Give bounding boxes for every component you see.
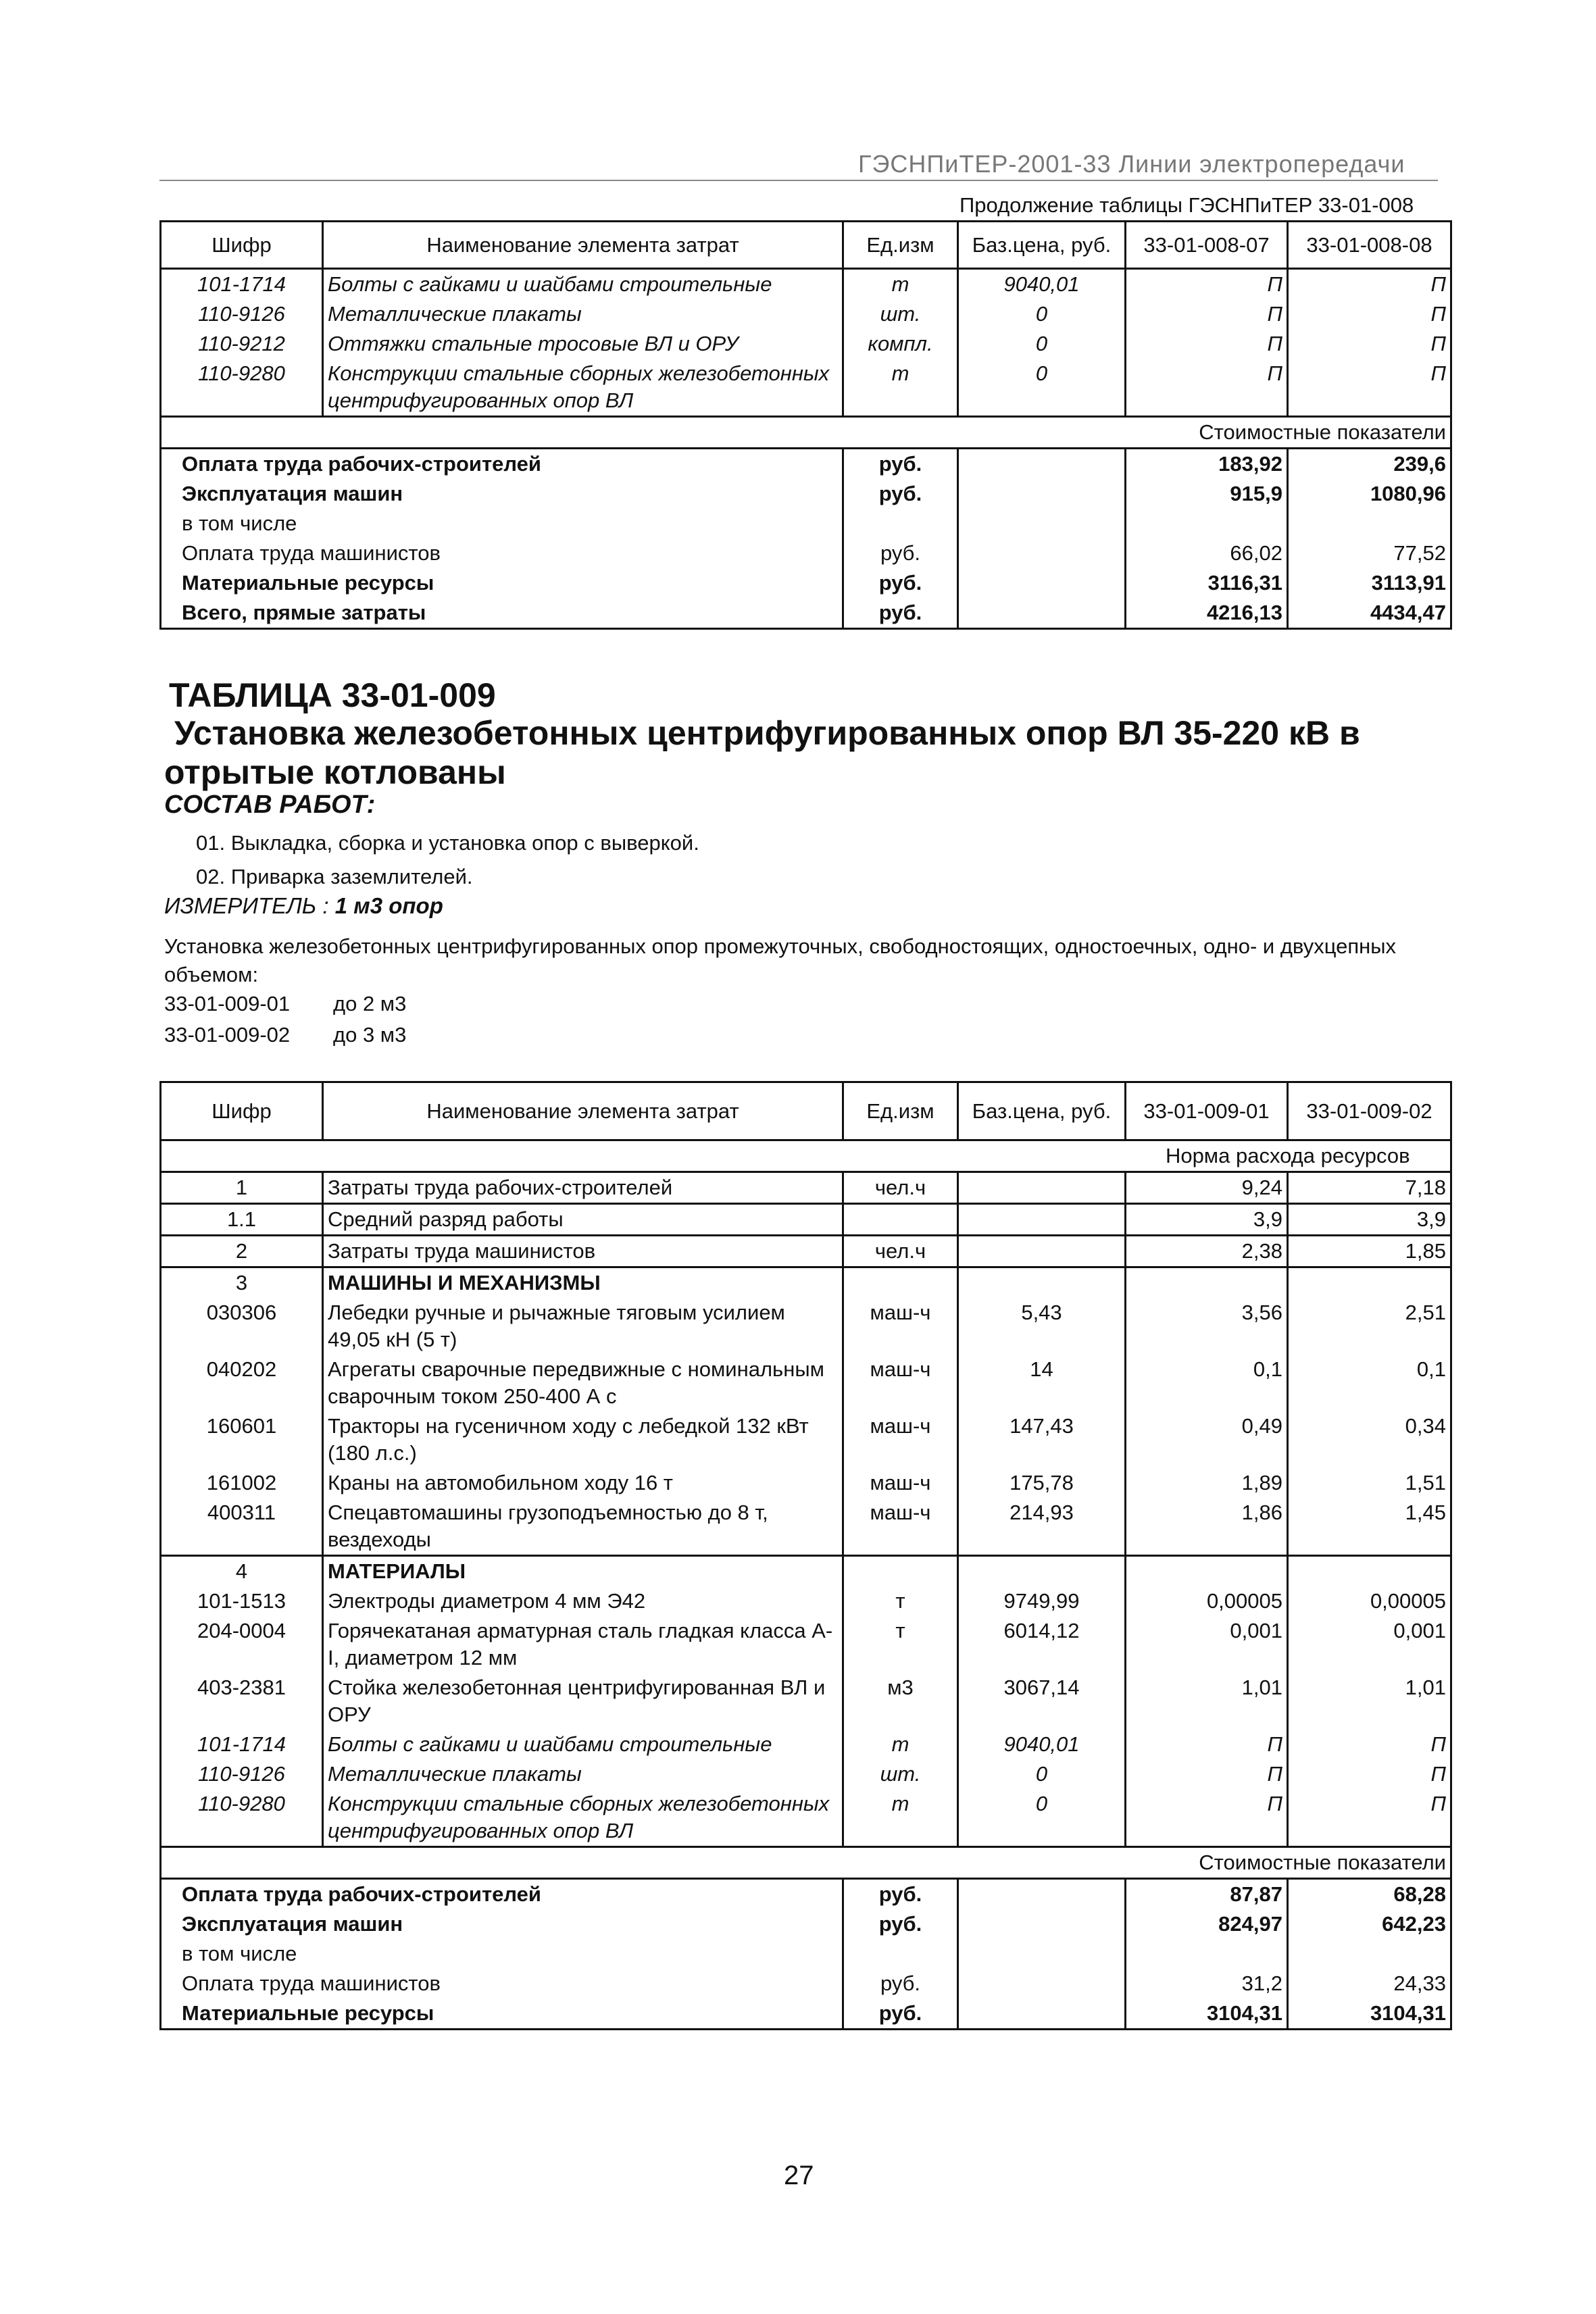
continuation-caption: Продолжение таблицы ГЭСНПиТЕР 33-01-008 (959, 193, 1414, 217)
row-unit: маш-ч (843, 1298, 958, 1355)
col-header-code: Шифр (161, 1082, 323, 1140)
row-value-1 (1126, 1556, 1288, 1587)
summary-unit (843, 509, 958, 538)
row-value-2: 0,00005 (1288, 1586, 1451, 1616)
summary-value-2: 68,28 (1288, 1879, 1451, 1910)
meter-line (164, 893, 443, 919)
table-row (161, 1616, 1451, 1673)
row-value-2 (1288, 1556, 1451, 1587)
summary-spacer (958, 479, 1126, 509)
col-header-name: Наименование элемента затрат (323, 1082, 843, 1140)
table-row (161, 1236, 1451, 1267)
row-unit (843, 1556, 958, 1587)
col-header-unit: Ед.изм (843, 1082, 958, 1140)
row-code: 161002 (161, 1468, 323, 1498)
summary-name: Всего, прямые затраты (161, 598, 843, 629)
row-code: 2 (161, 1236, 323, 1267)
col-header-variant2: 33-01-009-02 (1288, 1082, 1451, 1140)
row-price: 5,43 (958, 1298, 1126, 1355)
summary-unit: руб. (843, 1909, 958, 1939)
variant-2-text: до 3 м3 (333, 1023, 407, 1047)
summary-row (161, 1879, 1451, 1910)
table-row (161, 1759, 1451, 1789)
table-row (161, 329, 1451, 359)
row-value-2: 0,1 (1288, 1355, 1451, 1411)
row-value-2: П (1288, 269, 1451, 300)
summary-spacer (958, 509, 1126, 538)
summary-value-2 (1288, 509, 1451, 538)
col-header-price: Баз.цена, руб. (958, 222, 1126, 269)
row-code: 3 (161, 1267, 323, 1299)
row-price (958, 1172, 1126, 1204)
row-value-1: П (1126, 269, 1288, 300)
summary-unit: руб. (843, 598, 958, 629)
row-code: 101-1714 (161, 1730, 323, 1759)
section-label-norms: Норма расхода ресурсов (1126, 1140, 1451, 1172)
summary-value-1: 4216,13 (1126, 598, 1288, 629)
summary-row (161, 1998, 1451, 2030)
row-unit: т (843, 1616, 958, 1673)
row-price (958, 1267, 1126, 1299)
col-header-unit: Ед.изм (843, 222, 958, 269)
summary-name: в том числе (161, 509, 843, 538)
row-name: Затраты труда машинистов (323, 1236, 843, 1267)
table-row (161, 1673, 1451, 1730)
row-unit: т (843, 1586, 958, 1616)
summary-value-2 (1288, 1939, 1451, 1969)
row-unit: т (843, 1789, 958, 1847)
row-value-1: П (1126, 359, 1288, 417)
section-spacer (161, 1140, 1126, 1172)
row-price (958, 1236, 1126, 1267)
meter-label: ИЗМЕРИТЕЛЬ : (164, 893, 335, 918)
summary-value-1: 87,87 (1126, 1879, 1288, 1910)
row-price: 9749,99 (958, 1586, 1126, 1616)
summary-spacer (958, 1939, 1126, 1969)
summary-value-1 (1126, 1939, 1288, 1969)
summary-unit: руб. (843, 1879, 958, 1910)
table1-section-costs (161, 417, 1451, 449)
row-code: 030306 (161, 1298, 323, 1355)
summary-spacer (958, 1998, 1126, 2030)
summary-unit: руб. (843, 1969, 958, 1998)
row-price: 214,93 (958, 1498, 1126, 1556)
table-row (161, 1411, 1451, 1468)
summary-spacer (958, 1969, 1126, 1998)
row-price: 0 (958, 299, 1126, 329)
summary-row (161, 1909, 1451, 1939)
row-value-1: 0,001 (1126, 1616, 1288, 1673)
col-header-variant1: 33-01-009-01 (1126, 1082, 1288, 1140)
row-code: 110-9280 (161, 359, 323, 417)
row-unit: т (843, 359, 958, 417)
summary-value-2: 642,23 (1288, 1909, 1451, 1939)
summary-value-1: 3116,31 (1126, 568, 1288, 598)
row-unit: шт. (843, 299, 958, 329)
row-name: Оттяжки стальные тросовые ВЛ и ОРУ (323, 329, 843, 359)
row-unit (843, 1204, 958, 1236)
row-code: 110-9280 (161, 1789, 323, 1847)
table-row (161, 1468, 1451, 1498)
row-code: 403-2381 (161, 1673, 323, 1730)
row-name: Металлические плакаты (323, 299, 843, 329)
summary-unit: руб. (843, 449, 958, 480)
summary-name: Материальные ресурсы (161, 1998, 843, 2030)
summary-row (161, 538, 1451, 568)
variant-2-code: 33-01-009-02 (164, 1023, 291, 1047)
row-value-1 (1126, 1267, 1288, 1299)
variant-1-code: 33-01-009-01 (164, 992, 291, 1015)
row-price: 0 (958, 1759, 1126, 1789)
row-value-2: 1,51 (1288, 1468, 1451, 1498)
work-composition-heading: СОСТАВ РАБОТ: (164, 790, 376, 819)
row-price: 9040,01 (958, 269, 1126, 300)
row-value-1: 9,24 (1126, 1172, 1288, 1204)
row-value-2: П (1288, 329, 1451, 359)
row-value-1: 0,49 (1126, 1411, 1288, 1468)
work-item-2: 02. Приварка заземлителей. (196, 865, 473, 888)
row-unit: компл. (843, 329, 958, 359)
row-name: Конструкции стальные сборных железобетонных центрифугированных опор ВЛ (323, 1789, 843, 1847)
row-code: 400311 (161, 1498, 323, 1556)
row-value-2: П (1288, 1730, 1451, 1759)
page-number: 27 (784, 2161, 814, 2190)
summary-spacer (958, 449, 1126, 480)
row-name: Стойка железобетонная центрифугированная ВЛ и ОРУ (323, 1673, 843, 1730)
section-spacer (161, 417, 1126, 449)
row-price: 14 (958, 1355, 1126, 1411)
col-header-variant2: 33-01-008-08 (1288, 222, 1451, 269)
table-row (161, 1556, 1451, 1587)
row-value-1: П (1126, 329, 1288, 359)
summary-value-2: 3113,91 (1288, 568, 1451, 598)
summary-name: Оплата труда машинистов (161, 538, 843, 568)
row-value-2: П (1288, 1759, 1451, 1789)
summary-value-2: 77,52 (1288, 538, 1451, 568)
row-value-1: 2,38 (1126, 1236, 1288, 1267)
summary-spacer (958, 568, 1126, 598)
table2-section-norms (161, 1140, 1451, 1172)
table-row (161, 299, 1451, 329)
table-33-01-008-continuation (159, 220, 1452, 630)
col-header-price: Баз.цена, руб. (958, 1082, 1126, 1140)
variant-1-text: до 2 м3 (333, 992, 407, 1015)
row-price: 147,43 (958, 1411, 1126, 1468)
summary-name: в том числе (161, 1939, 843, 1969)
row-code: 110-9212 (161, 329, 323, 359)
row-unit: маш-ч (843, 1411, 958, 1468)
table-subtitle-line2: отрытые котлованы (164, 753, 506, 791)
row-price: 0 (958, 359, 1126, 417)
row-unit: т (843, 1730, 958, 1759)
table-row (161, 1789, 1451, 1847)
row-price (958, 1204, 1126, 1236)
row-value-1: П (1126, 299, 1288, 329)
table-row (161, 1355, 1451, 1411)
summary-name: Эксплуатация машин (161, 1909, 843, 1939)
table-row (161, 1267, 1451, 1299)
row-code: 110-9126 (161, 1759, 323, 1789)
section-spacer (161, 1847, 1126, 1879)
summary-name: Материальные ресурсы (161, 568, 843, 598)
row-code: 110-9126 (161, 299, 323, 329)
summary-name: Оплата труда машинистов (161, 1969, 843, 1998)
table-row (161, 1172, 1451, 1204)
summary-unit: руб. (843, 1998, 958, 2030)
summary-name: Оплата труда рабочих-строителей (161, 1879, 843, 1910)
summary-value-1: 183,92 (1126, 449, 1288, 480)
row-price: 0 (958, 329, 1126, 359)
header-rule (159, 180, 1438, 181)
section-label-costs: Стоимостные показатели (1126, 1847, 1451, 1879)
table-row (161, 1586, 1451, 1616)
row-name: МАШИНЫ И МЕХАНИЗМЫ (323, 1267, 843, 1299)
summary-row (161, 598, 1451, 629)
col-header-variant1: 33-01-008-07 (1126, 222, 1288, 269)
summary-spacer (958, 1879, 1126, 1910)
row-unit: чел.ч (843, 1236, 958, 1267)
summary-unit: руб. (843, 479, 958, 509)
row-value-2: П (1288, 299, 1451, 329)
row-value-1: 1,89 (1126, 1468, 1288, 1498)
summary-spacer (958, 1909, 1126, 1939)
table-title: ТАБЛИЦА 33-01-009 (169, 676, 496, 714)
row-price: 9040,01 (958, 1730, 1126, 1759)
summary-value-1: 824,97 (1126, 1909, 1288, 1939)
table2-body (161, 1082, 1451, 2030)
row-name: Тракторы на гусеничном ходу с лебедкой 132 кВт (180 л.с.) (323, 1411, 843, 1468)
row-code: 1.1 (161, 1204, 323, 1236)
row-price: 175,78 (958, 1468, 1126, 1498)
row-name: Горячекатаная арматурная сталь гладкая класса А-I, диаметром 12 мм (323, 1616, 843, 1673)
row-code: 1 (161, 1172, 323, 1204)
row-name: Спецавтомашины грузоподъемностью до 8 т, вездеходы (323, 1498, 843, 1556)
summary-value-2: 1080,96 (1288, 479, 1451, 509)
row-name: Металлические плакаты (323, 1759, 843, 1789)
summary-row (161, 479, 1451, 509)
summary-value-1: 66,02 (1126, 538, 1288, 568)
row-unit: т (843, 269, 958, 300)
row-unit: м3 (843, 1673, 958, 1730)
row-name: Краны на автомобильном ходу 16 т (323, 1468, 843, 1498)
summary-value-1 (1126, 509, 1288, 538)
summary-name: Оплата труда рабочих-строителей (161, 449, 843, 480)
row-name: МАТЕРИАЛЫ (323, 1556, 843, 1587)
row-name: Агрегаты сварочные передвижные с номинальным сварочным током 250-400 А с (323, 1355, 843, 1411)
row-unit: чел.ч (843, 1172, 958, 1204)
summary-spacer (958, 538, 1126, 568)
row-code: 101-1714 (161, 269, 323, 300)
table-33-01-009 (159, 1081, 1452, 2030)
summary-unit: руб. (843, 538, 958, 568)
row-value-2: 2,51 (1288, 1298, 1451, 1355)
row-value-1: 3,9 (1126, 1204, 1288, 1236)
description: Установка железобетонных центрифугированных опор промежуточных, свободностоящих, одностоечных, одно- и двухцепных объемом: (164, 934, 1397, 986)
table2-section-costs (161, 1847, 1451, 1879)
summary-row (161, 1969, 1451, 1998)
work-item-1: 01. Выкладка, сборка и установка опор с выверкой. (196, 831, 699, 855)
summary-unit: руб. (843, 568, 958, 598)
running-title: ГЭСНПиТЕР-2001-33 Линии электропередачи (858, 150, 1405, 178)
row-value-1: П (1126, 1759, 1288, 1789)
row-unit: маш-ч (843, 1355, 958, 1411)
summary-value-2: 239,6 (1288, 449, 1451, 480)
row-price: 6014,12 (958, 1616, 1126, 1673)
summary-row (161, 509, 1451, 538)
table2-header-row (161, 1082, 1451, 1140)
row-value-2 (1288, 1267, 1451, 1299)
row-code: 040202 (161, 1355, 323, 1411)
row-value-2: 1,85 (1288, 1236, 1451, 1267)
table-row (161, 1204, 1451, 1236)
row-code: 160601 (161, 1411, 323, 1468)
row-code: 204-0004 (161, 1616, 323, 1673)
row-unit: шт. (843, 1759, 958, 1789)
row-value-2: 7,18 (1288, 1172, 1451, 1204)
row-name: Электроды диаметром 4 мм Э42 (323, 1586, 843, 1616)
table1-header-row (161, 222, 1451, 269)
summary-spacer (958, 598, 1126, 629)
row-value-1: 1,01 (1126, 1673, 1288, 1730)
summary-value-2: 3104,31 (1288, 1998, 1451, 2030)
summary-row (161, 449, 1451, 480)
row-value-2: 1,45 (1288, 1498, 1451, 1556)
table-row (161, 269, 1451, 300)
row-value-1: 3,56 (1126, 1298, 1288, 1355)
summary-row (161, 1939, 1451, 1969)
col-header-name: Наименование элемента затрат (323, 222, 843, 269)
row-name: Болты с гайками и шайбами строительные (323, 269, 843, 300)
col-header-code: Шифр (161, 222, 323, 269)
summary-value-2: 24,33 (1288, 1969, 1451, 1998)
row-unit (843, 1267, 958, 1299)
table1-body (161, 222, 1451, 629)
row-value-1: 1,86 (1126, 1498, 1288, 1556)
summary-name: Эксплуатация машин (161, 479, 843, 509)
table-row (161, 359, 1451, 417)
section-label-costs: Стоимостные показатели (1126, 417, 1451, 449)
row-value-1: П (1126, 1730, 1288, 1759)
row-name: Затраты труда рабочих-строителей (323, 1172, 843, 1204)
row-price (958, 1556, 1126, 1587)
row-name: Средний разряд работы (323, 1204, 843, 1236)
summary-value-1: 3104,31 (1126, 1998, 1288, 2030)
row-value-2: 0,34 (1288, 1411, 1451, 1468)
table-row (161, 1730, 1451, 1759)
row-name: Лебедки ручные и рычажные тяговым усилием 49,05 кН (5 т) (323, 1298, 843, 1355)
summary-unit (843, 1939, 958, 1969)
table-row (161, 1498, 1451, 1556)
row-name: Болты с гайками и шайбами строительные (323, 1730, 843, 1759)
row-unit: маш-ч (843, 1498, 958, 1556)
row-price: 3067,14 (958, 1673, 1126, 1730)
summary-value-1: 31,2 (1126, 1969, 1288, 1998)
row-value-2: П (1288, 1789, 1451, 1847)
table-row (161, 1298, 1451, 1355)
row-value-2: 3,9 (1288, 1204, 1451, 1236)
row-value-1: 0,1 (1126, 1355, 1288, 1411)
row-code: 4 (161, 1556, 323, 1587)
row-name: Конструкции стальные сборных железобетонных центрифугированных опор ВЛ (323, 359, 843, 417)
summary-value-2: 4434,47 (1288, 598, 1451, 629)
row-value-2: 1,01 (1288, 1673, 1451, 1730)
row-value-2: П (1288, 359, 1451, 417)
row-value-1: П (1126, 1789, 1288, 1847)
summary-row (161, 568, 1451, 598)
row-unit: маш-ч (843, 1468, 958, 1498)
row-price: 0 (958, 1789, 1126, 1847)
row-code: 101-1513 (161, 1586, 323, 1616)
row-value-2: 0,001 (1288, 1616, 1451, 1673)
table-subtitle-line1: Установка железобетонных центрифугированных опор ВЛ 35-220 кВ в (174, 714, 1360, 752)
row-value-1: 0,00005 (1126, 1586, 1288, 1616)
meter-value: 1 м3 опор (334, 893, 443, 918)
summary-value-1: 915,9 (1126, 479, 1288, 509)
